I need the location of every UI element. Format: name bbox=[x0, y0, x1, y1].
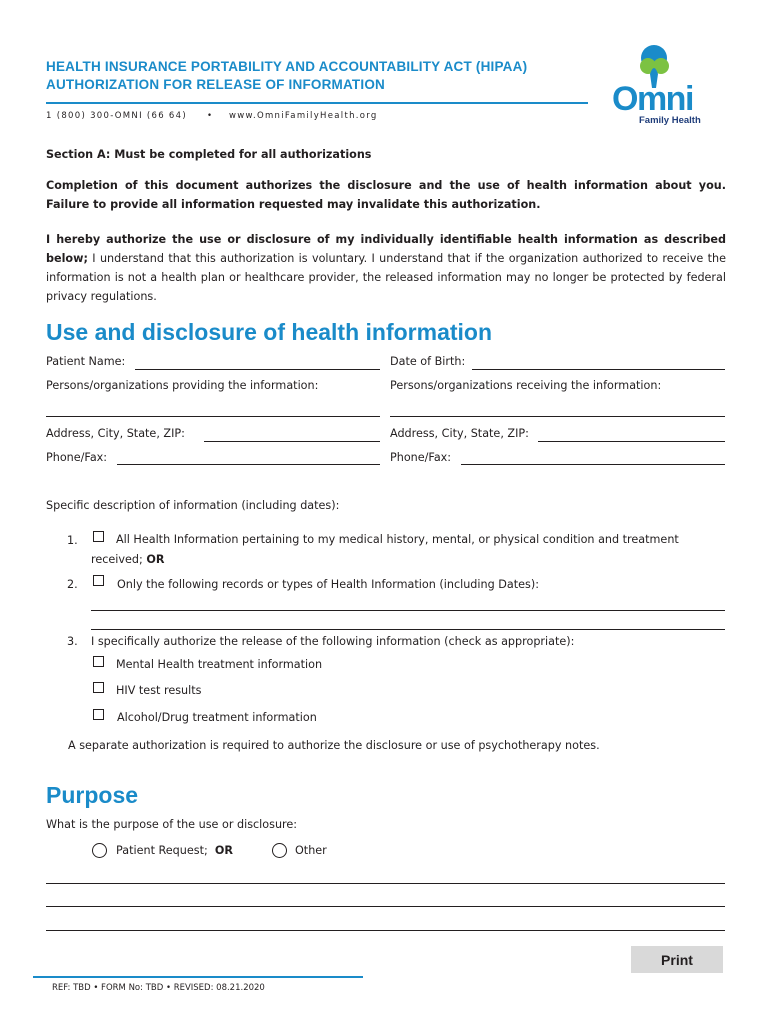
or-label: OR bbox=[146, 553, 165, 566]
providing-address-label: Address, City, State, ZIP: bbox=[46, 427, 185, 440]
other-label: Other bbox=[295, 844, 327, 857]
receiving-address-label: Address, City, State, ZIP: bbox=[390, 427, 529, 440]
dob-label: Date of Birth: bbox=[390, 355, 466, 368]
header-divider bbox=[46, 102, 588, 104]
footer-divider bbox=[33, 976, 363, 978]
receiving-org-label: Persons/organizations receiving the information: bbox=[390, 379, 662, 392]
purpose-or-label: OR bbox=[214, 844, 233, 857]
alcohol-drug-label: Alcohol/Drug treatment information bbox=[117, 711, 317, 724]
document-title bbox=[46, 58, 591, 94]
all-health-info-checkbox[interactable] bbox=[93, 531, 104, 542]
specific-authorization-label: I specifically authorize the release of the following information (check as appropriate): bbox=[91, 635, 575, 648]
purpose-field-1[interactable] bbox=[46, 883, 725, 884]
hiv-test-checkbox[interactable] bbox=[93, 682, 104, 693]
providing-phone-label: Phone/Fax: bbox=[46, 451, 108, 464]
section-a-paragraph-2 bbox=[46, 230, 726, 306]
dob-field[interactable] bbox=[472, 369, 725, 370]
receiving-address-field[interactable] bbox=[538, 441, 725, 442]
section-a-title: Section A: Must be completed for all authorizations bbox=[46, 148, 372, 161]
item-2-number: 2. bbox=[67, 578, 78, 591]
section-a-paragraph-1: Completion of this document authorizes the disclosure and the use of health information about you. Failure to provide all information requested may invalidate this authorization. bbox=[46, 179, 726, 211]
receiving-phone-label: Phone/Fax: bbox=[390, 451, 452, 464]
print-button[interactable]: Print bbox=[631, 946, 723, 973]
purpose-field-3[interactable] bbox=[46, 930, 725, 931]
providing-org-label: Persons/organizations providing the information: bbox=[46, 379, 319, 392]
contact-bullet: • bbox=[207, 111, 214, 121]
use-disclosure-heading: Use and disclosure of health information bbox=[46, 319, 493, 345]
mental-health-checkbox[interactable] bbox=[93, 656, 104, 667]
footer-reference: REF: TBD • FORM No: TBD • REVISED: 08.21.2020 bbox=[52, 983, 265, 993]
receiving-org-field[interactable] bbox=[390, 416, 725, 417]
providing-address-field[interactable] bbox=[204, 441, 380, 442]
specific-records-label: Only the following records or types of Health Information (including Dates): bbox=[117, 578, 539, 591]
title-line-1: HEALTH INSURANCE PORTABILITY AND ACCOUNTABILITY ACT (HIPAA) bbox=[46, 59, 528, 74]
patient-request-text: Patient Request; bbox=[116, 844, 208, 857]
received-text: received; bbox=[91, 553, 143, 566]
providing-org-field[interactable] bbox=[46, 416, 380, 417]
hiv-test-label: HIV test results bbox=[116, 684, 202, 697]
logo-subtitle: Family Health bbox=[639, 115, 701, 126]
psychotherapy-note: A separate authorization is required to authorize the disclosure or use of psychotherapy notes. bbox=[68, 739, 600, 752]
receiving-phone-field[interactable] bbox=[461, 464, 725, 465]
item-3-number: 3. bbox=[67, 635, 78, 648]
specific-records-checkbox[interactable] bbox=[93, 575, 104, 586]
specific-records-field-2[interactable] bbox=[91, 629, 725, 630]
specific-records-field-1[interactable] bbox=[91, 610, 725, 611]
voluntary-statement: I understand that this authorization is voluntary. I understand that if the organization authorized to receive the information is not a health plan or healthcare provider, the released information may no longer be protected by federal privacy regulations. bbox=[46, 252, 726, 303]
phone-number: 1 (800) 300-OMNI (66 64) bbox=[46, 111, 187, 121]
item-1-number: 1. bbox=[67, 534, 78, 547]
logo-wordmark: Omni bbox=[612, 80, 693, 118]
other-radio[interactable] bbox=[272, 843, 287, 858]
patient-request-radio[interactable] bbox=[92, 843, 107, 858]
purpose-question: What is the purpose of the use or disclosure: bbox=[46, 818, 298, 831]
all-health-info-continued bbox=[91, 553, 164, 566]
alcohol-drug-checkbox[interactable] bbox=[93, 709, 104, 720]
patient-request-label bbox=[116, 844, 233, 857]
all-health-info-label: All Health Information pertaining to my medical history, mental, or physical condition and treatment bbox=[116, 533, 679, 546]
purpose-heading: Purpose bbox=[46, 782, 139, 808]
providing-phone-field[interactable] bbox=[117, 464, 380, 465]
purpose-field-2[interactable] bbox=[46, 906, 725, 907]
patient-name-label: Patient Name: bbox=[46, 355, 126, 368]
title-line-2: AUTHORIZATION FOR RELEASE OF INFORMATION bbox=[46, 77, 385, 92]
website-link: www.OmniFamilyHealth.org bbox=[229, 111, 378, 121]
authorization-statement: I hereby authorize the use or disclosure of my individually identifiable health information as described below; bbox=[46, 233, 726, 265]
patient-name-field[interactable] bbox=[135, 369, 380, 370]
mental-health-label: Mental Health treatment information bbox=[116, 658, 323, 671]
specific-description-label: Specific description of information (including dates): bbox=[46, 499, 340, 512]
